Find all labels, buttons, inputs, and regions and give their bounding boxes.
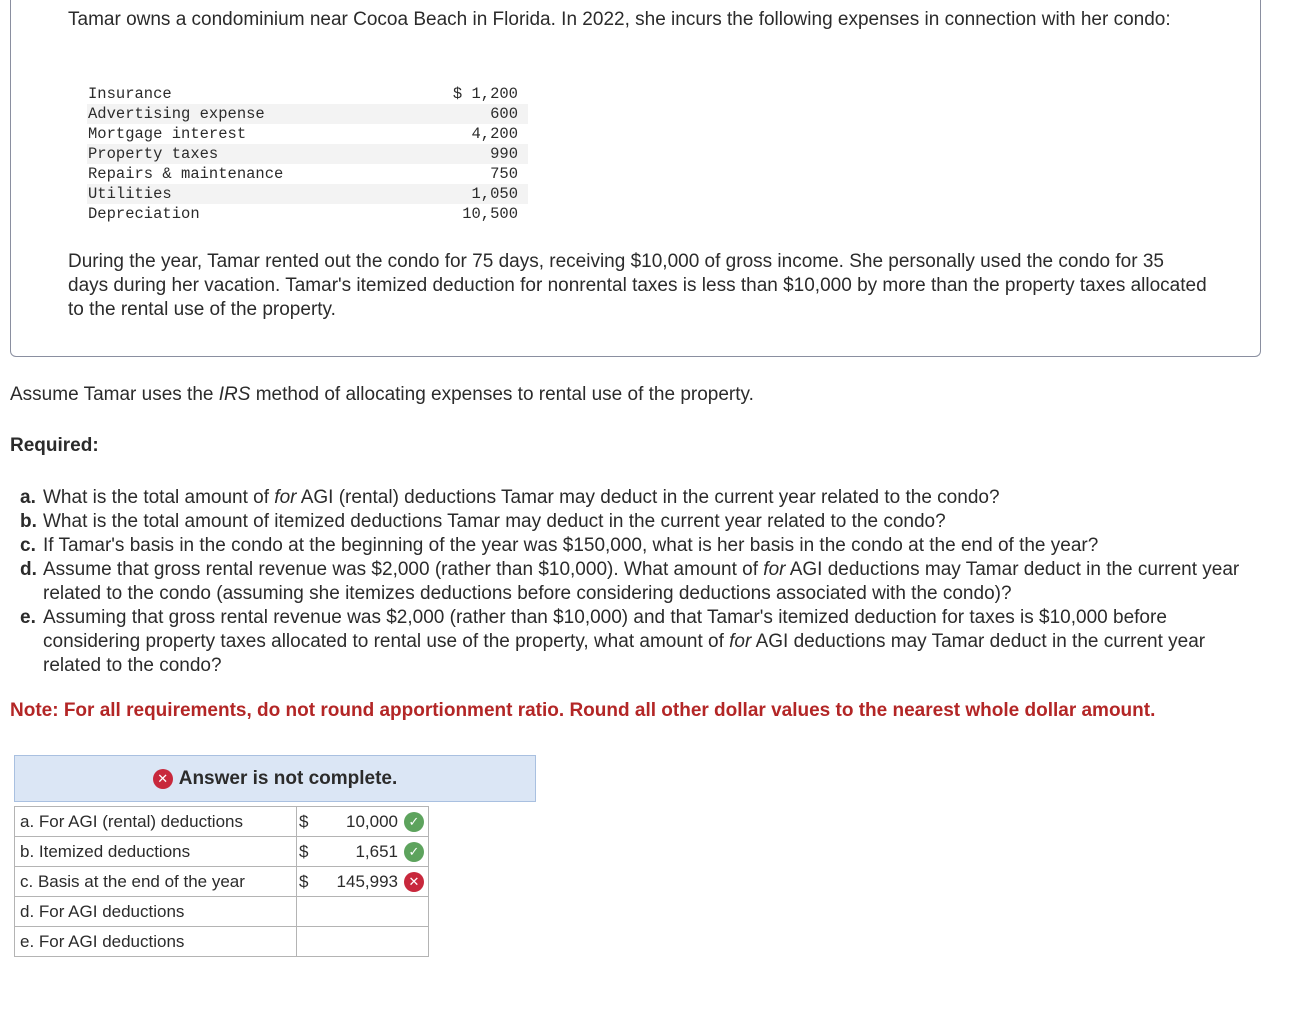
answer-value[interactable]: 1,651	[355, 841, 398, 861]
expense-row	[87, 104, 528, 124]
answer-row	[15, 867, 429, 897]
requirement-letter: c.	[20, 535, 36, 556]
expense-label: Mortgage interest	[88, 125, 247, 143]
answer-status-banner	[14, 755, 536, 802]
requirement-item	[20, 534, 1260, 558]
requirement-item	[20, 510, 1260, 534]
requirement-item	[20, 486, 1260, 510]
answer-input-cell[interactable]	[297, 837, 429, 867]
expense-amount: 990	[368, 144, 528, 164]
expense-row	[87, 124, 528, 144]
requirement-emphasis: for	[274, 487, 297, 508]
answer-row-label: a. For AGI (rental) deductions	[15, 807, 297, 837]
expense-amount: 4,200	[471, 125, 518, 143]
requirement-letter: d.	[20, 559, 37, 580]
expense-amount: 10,500	[462, 205, 518, 223]
answer-input-cell[interactable]	[297, 807, 429, 837]
answer-input-cell[interactable]	[297, 897, 429, 927]
required-heading: Required:	[10, 435, 99, 456]
requirement-text: Assume that gross rental revenue was $2,000 (rather than $10,000). What amount of	[43, 559, 764, 580]
answer-row-label: b. Itemized deductions	[15, 837, 297, 867]
expense-row	[87, 164, 528, 184]
requirement-emphasis: for	[763, 559, 786, 580]
requirement-emphasis: for	[729, 631, 752, 652]
check-circle-icon: ✓	[404, 812, 424, 832]
expense-label: Property taxes	[87, 144, 368, 164]
x-circle-icon: ✕	[153, 769, 173, 789]
requirement-text: If Tamar's basis in the condo at the beginning of the year was $150,000, what is her basis in the condo at the end of the year?	[43, 535, 1099, 556]
expense-label: Depreciation	[88, 205, 200, 223]
answer-status-text: Answer is not complete.	[178, 767, 398, 789]
expense-amount: $ 1,200	[452, 85, 518, 103]
expense-amount: 750	[490, 165, 518, 183]
answer-value[interactable]: 145,993	[336, 871, 398, 891]
requirement-item	[20, 606, 1260, 678]
answer-input-cell[interactable]	[297, 927, 429, 957]
assumption-before: Assume Tamar uses the	[10, 384, 219, 405]
expense-row	[87, 184, 528, 204]
assumption-emphasis: IRS	[218, 384, 251, 405]
rental-info: During the year, Tamar rented out the condo for 75 days, receiving $10,000 of gross income. She personally used the condo for 35 days during her vacation. Tamar's itemized deduction for nonrental taxes is less than $10,000 by more than the property taxes allocated to the rental use of the property.	[68, 251, 1207, 320]
requirement-text: AGI (rental) deductions Tamar may deduct in the current year related to the condo?	[296, 487, 1000, 508]
requirements-list	[20, 486, 1260, 678]
answer-table	[14, 806, 429, 957]
answer-row-label: e. For AGI deductions	[15, 927, 297, 957]
expense-table	[87, 84, 528, 224]
assumption-text	[10, 384, 754, 406]
requirement-text: AGI deductions may Tamar deduct in the current year related to the condo?	[43, 631, 1206, 676]
expense-label: Advertising expense	[87, 104, 368, 124]
requirement-text: Assuming that gross rental revenue was $2,000 (rather than $10,000) and that Tamar's itemized deduction for taxes is $10,000 before considering property taxes allocated to rental use of the property, what amount of	[43, 607, 1167, 652]
requirement-text: What is the total amount of itemized deductions Tamar may deduct in the current year related to the condo?	[43, 511, 946, 532]
requirement-letter: e.	[20, 607, 36, 628]
problem-box	[10, 0, 1261, 357]
answer-row	[15, 807, 429, 837]
expense-label: Repairs & maintenance	[88, 165, 284, 183]
expense-amount: 1,050	[368, 184, 528, 204]
requirement-text: What is the total amount of	[43, 487, 275, 508]
answer-row-label: c. Basis at the end of the year	[15, 867, 297, 897]
x-circle-icon: ✕	[404, 872, 424, 892]
expense-row	[87, 204, 528, 224]
currency-symbol: $	[299, 841, 309, 861]
answer-row	[15, 927, 429, 957]
requirement-text: AGI deductions may Tamar deduct in the current year related to the condo (assuming she itemizes deductions before considering deductions associated with the condo)?	[43, 559, 1240, 604]
answer-input-cell[interactable]	[297, 867, 429, 897]
expense-label: Insurance	[88, 85, 172, 103]
answer-row-label: d. For AGI deductions	[15, 897, 297, 927]
currency-symbol: $	[299, 811, 309, 831]
requirement-item	[20, 558, 1260, 606]
answer-row	[15, 897, 429, 927]
answer-value[interactable]: 10,000	[346, 811, 398, 831]
requirement-letter: a.	[20, 487, 36, 508]
rounding-note: Note: For all requirements, do not round apportionment ratio. Round all other dollar values to the nearest whole dollar amount.	[10, 700, 1156, 721]
currency-symbol: $	[299, 871, 309, 891]
check-circle-icon: ✓	[404, 842, 424, 862]
problem-intro: Tamar owns a condominium near Cocoa Beach in Florida. In 2022, she incurs the following expenses in connection with her condo:	[68, 9, 1171, 30]
requirement-letter: b.	[20, 511, 37, 532]
answer-row	[15, 837, 429, 867]
expense-row	[87, 84, 528, 104]
expense-row	[87, 144, 528, 164]
assumption-after: method of allocating expenses to rental use of the property.	[250, 384, 754, 405]
expense-label: Utilities	[87, 184, 368, 204]
expense-amount: 600	[368, 104, 528, 124]
